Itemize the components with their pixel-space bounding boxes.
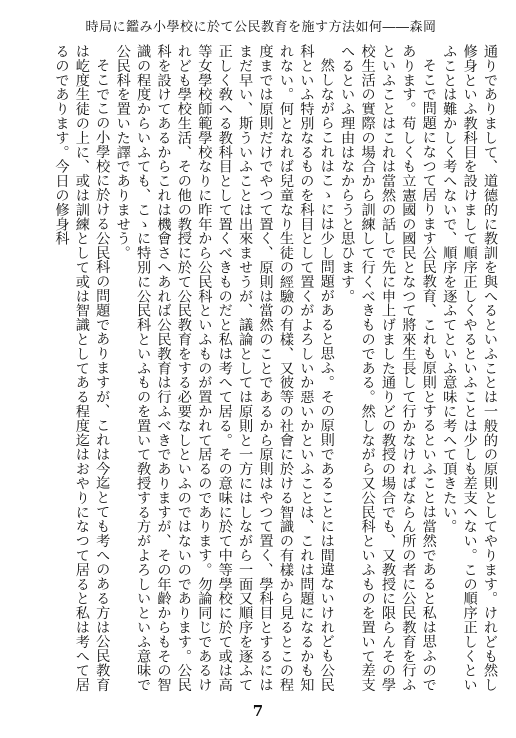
paragraph-4: そこでこの小學校に於ける公民科の問題でありますが、これは今迄とても考へのある方は公民教育は屹度生徒の上に、或は訓練として或は智識としてある程度迄はおやりになつて居ると私は考へて居るのであります。今日の修身科 — [53, 44, 111, 692]
paragraph-1: 通りでありまして、道德的に教訓を與へるといふことは一般的の原則としてやります。けれども然し修身といふ教科目を設けまして順序正しくやるといふことは少しも差支へない。この順序正しくといふことは難かしく考へないで、順序を逐ふてといふ意味に考へて頂きたい。 — [441, 44, 498, 692]
running-header: 時局に鑑み小學校に於て公民教育を施す方法如何――森岡 — [85, 20, 437, 35]
paragraph-2: そこで問題になつて居ります公民教育、これも原則とするといふことは當然であると私は思ふのであります。苟しくも立憲國の國民となつて將來生長して行かなければならん所の者に公民教育を行ふといふことはこれは當然の話しで先に申上げました通りどの教授の場合でも、又教授に限らんその學校生活の實際の場合から訓練して行くべきものである。然しながら又公民科といふものを置いて差支へるといふ理由はなからうと思ひます。 — [339, 44, 437, 692]
page-number: 7 — [252, 702, 264, 720]
body-text — [24, 44, 500, 692]
paragraph-3: 然しながらこれはこゝには少し問題があると思ふ。その原則であることには間違ないけれども公民科といふ特別なるものを科目として置くがよろしいか惡いかといふことは、これは問題になるかも知れない。何となれば兒童なり生徒の經驗の有樣、又彼等の社會に於ける智識の有樣から見るとこの程度までは原則だけでやつて置く、原則は當然のことであるから原則はやつて置く、學科目とするにはまだ早い、斯ういふことは出來ませうが、議論としては原則と一方にはしながら一面又順序を逐ふて正しく敎へる教科目として置くべきものだと私は考へて居る。その意味に於て中等學校に於て或は高等女學校師範學校なりに昨年から公民科といふものが置かれて居るのであります。勿論同じであるけれども學校生活、その他の教授に於て公民教育をする必要なしといふのではないのであります。公民科を設けてあるからこれは機會さへあれば公民教育は行ふべきでありますが、その年齡からもその智識の程度からいふても、こゝに特別に公民科といふものを置いて敎授する方がよろしいといふ意味で公民科を置いた譯でありませう。 — [114, 44, 335, 692]
